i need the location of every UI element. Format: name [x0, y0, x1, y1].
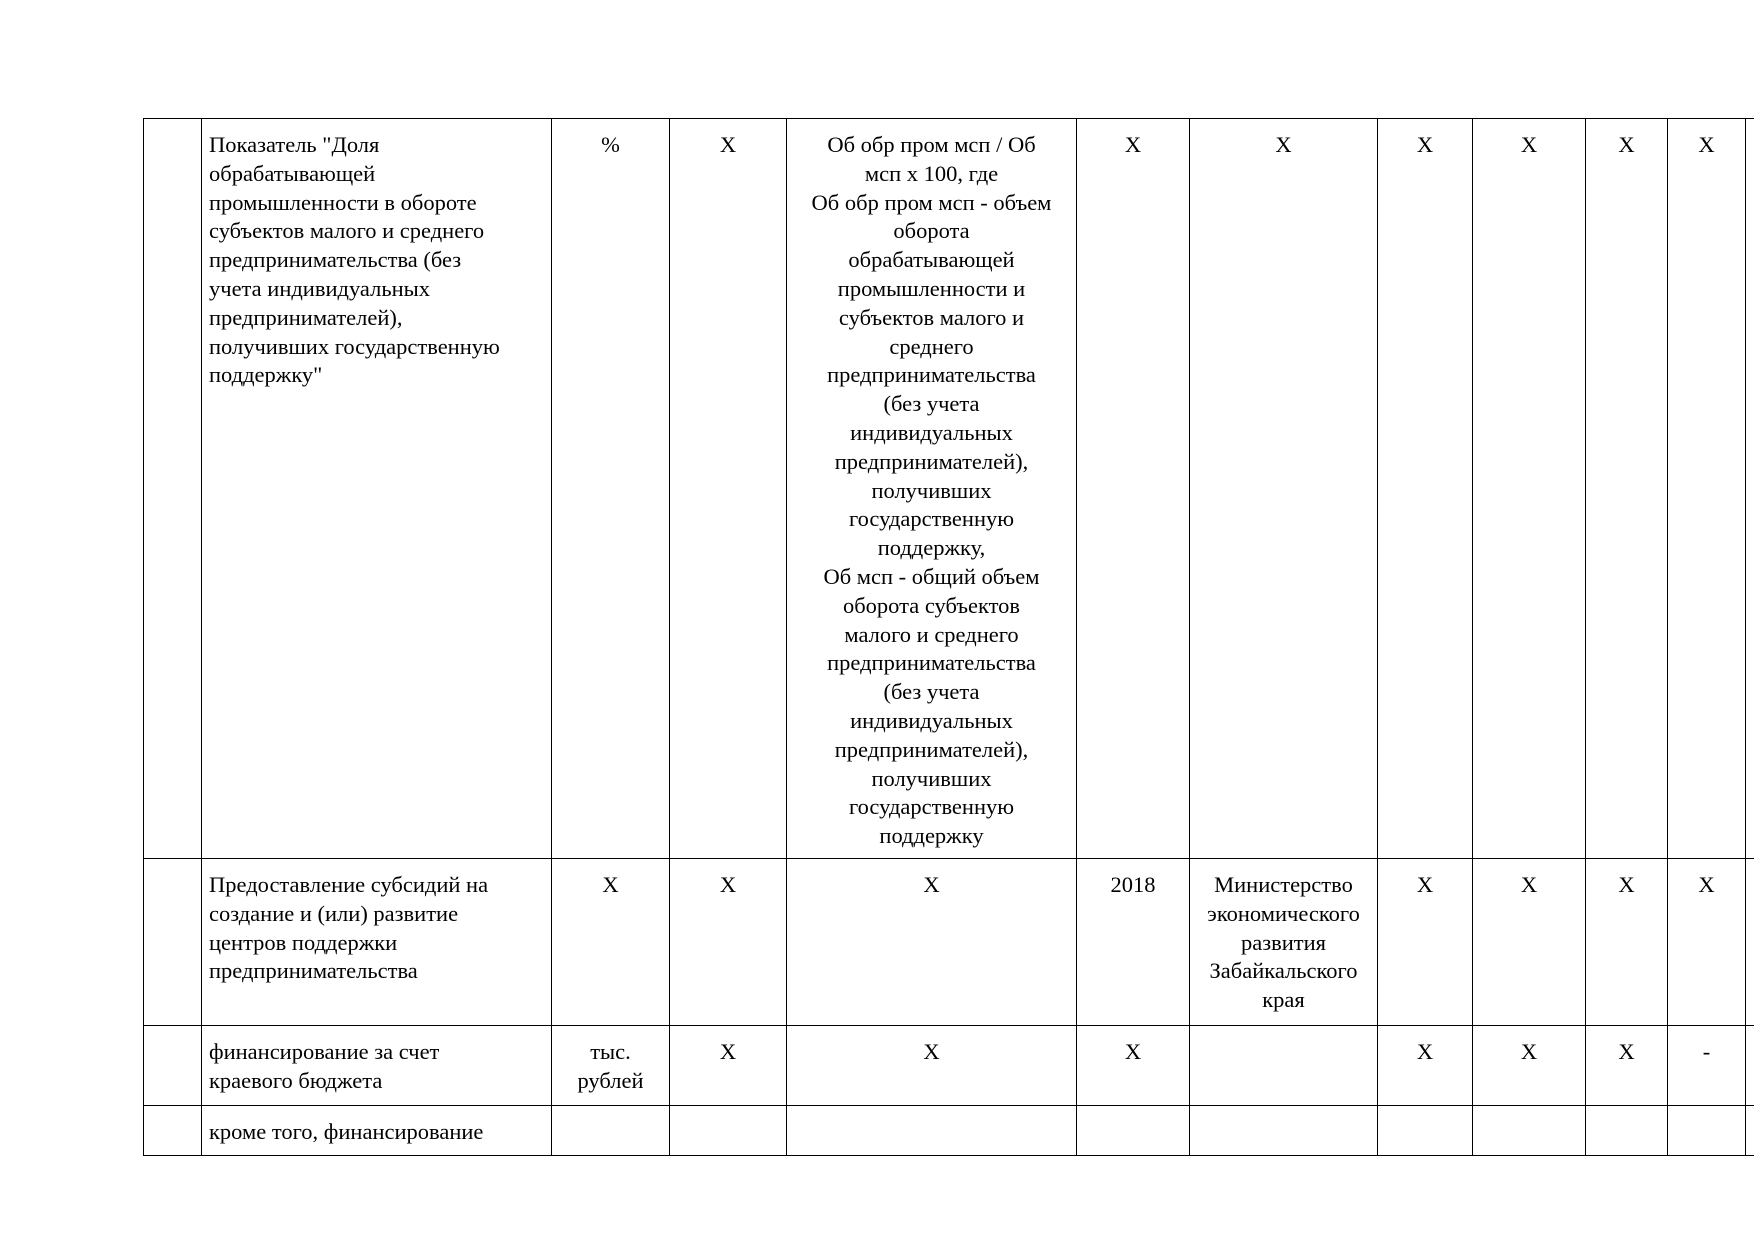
- document-table: [143, 118, 1754, 1156]
- row-number-cell: [144, 1106, 202, 1156]
- formula-cell: Об обр пром мсп / Об мсп х 100, где Об обр пром мсп - объем оборота обрабатывающей промышленности и субъектов малого и среднего предпринимательства (без учета индивидуальных предпринимателей), получивших государственную поддержку, Об мсп - общий объем оборота субъектов малого и среднего предпринимательства (без учета индивидуальных предпринимателей), получивших государственную поддержку: [787, 119, 1077, 859]
- cell-c7: Х: [1378, 859, 1473, 1026]
- cell-c11: [1746, 1106, 1754, 1156]
- table-row: [144, 859, 1754, 1026]
- name-cell: Показатель "Доля обрабатывающей промышленности в обороте субъектов малого и среднего предпринимательства (без учета индивидуальных предпринимателей), получивших государственную поддержку": [202, 119, 552, 859]
- name-cell: финансирование за счет краевого бюджета: [202, 1026, 552, 1106]
- cell-c3: Х: [670, 859, 787, 1026]
- cell-c7: Х: [1378, 119, 1473, 859]
- cell-c8: [1473, 1106, 1586, 1156]
- unit-cell: тыс. рублей: [552, 1026, 670, 1106]
- cell-c8: Х: [1473, 859, 1586, 1026]
- cell-c7: [1378, 1106, 1473, 1156]
- unit-cell: Х: [552, 859, 670, 1026]
- cell-c9: Х: [1586, 119, 1668, 859]
- cell-c8: Х: [1473, 1026, 1586, 1106]
- cell-c3: [670, 1106, 787, 1156]
- table-row: [144, 1106, 1754, 1156]
- cell-c10: Х: [1668, 859, 1746, 1026]
- name-cell: кроме того, финансирование: [202, 1106, 552, 1156]
- unit-cell: [552, 1106, 670, 1156]
- cell-c9: Х: [1586, 859, 1668, 1026]
- cell-c11: [1746, 1026, 1754, 1106]
- formula-cell: Х: [787, 1026, 1077, 1106]
- table-row: [144, 1026, 1754, 1106]
- cell-c10: [1668, 1106, 1746, 1156]
- year-cell: Х: [1077, 1026, 1190, 1106]
- year-cell: [1077, 1106, 1190, 1156]
- table-row: [144, 119, 1754, 859]
- row-number-cell: [144, 119, 202, 859]
- cell-c10: Х: [1668, 119, 1746, 859]
- formula-cell: Х: [787, 859, 1077, 1026]
- cell-c3: Х: [670, 119, 787, 859]
- name-cell: Предоставление субсидий на создание и (или) развитие центров поддержки предпринимательства: [202, 859, 552, 1026]
- formula-cell: [787, 1106, 1077, 1156]
- year-cell: 2018: [1077, 859, 1190, 1026]
- cell-c9: Х: [1586, 1026, 1668, 1106]
- executor-cell: Х: [1190, 119, 1378, 859]
- cell-c9: [1586, 1106, 1668, 1156]
- row-number-cell: [144, 859, 202, 1026]
- executor-cell: [1190, 1106, 1378, 1156]
- year-cell: Х: [1077, 119, 1190, 859]
- executor-cell: Министерство экономического развития Забайкальского края: [1190, 859, 1378, 1026]
- cell-c7: Х: [1378, 1026, 1473, 1106]
- cell-c11: [1746, 119, 1754, 859]
- cell-c8: Х: [1473, 119, 1586, 859]
- cell-c10: -: [1668, 1026, 1746, 1106]
- executor-cell: [1190, 1026, 1378, 1106]
- row-number-cell: [144, 1026, 202, 1106]
- cell-c3: Х: [670, 1026, 787, 1106]
- cell-c11: [1746, 859, 1754, 1026]
- unit-cell: %: [552, 119, 670, 859]
